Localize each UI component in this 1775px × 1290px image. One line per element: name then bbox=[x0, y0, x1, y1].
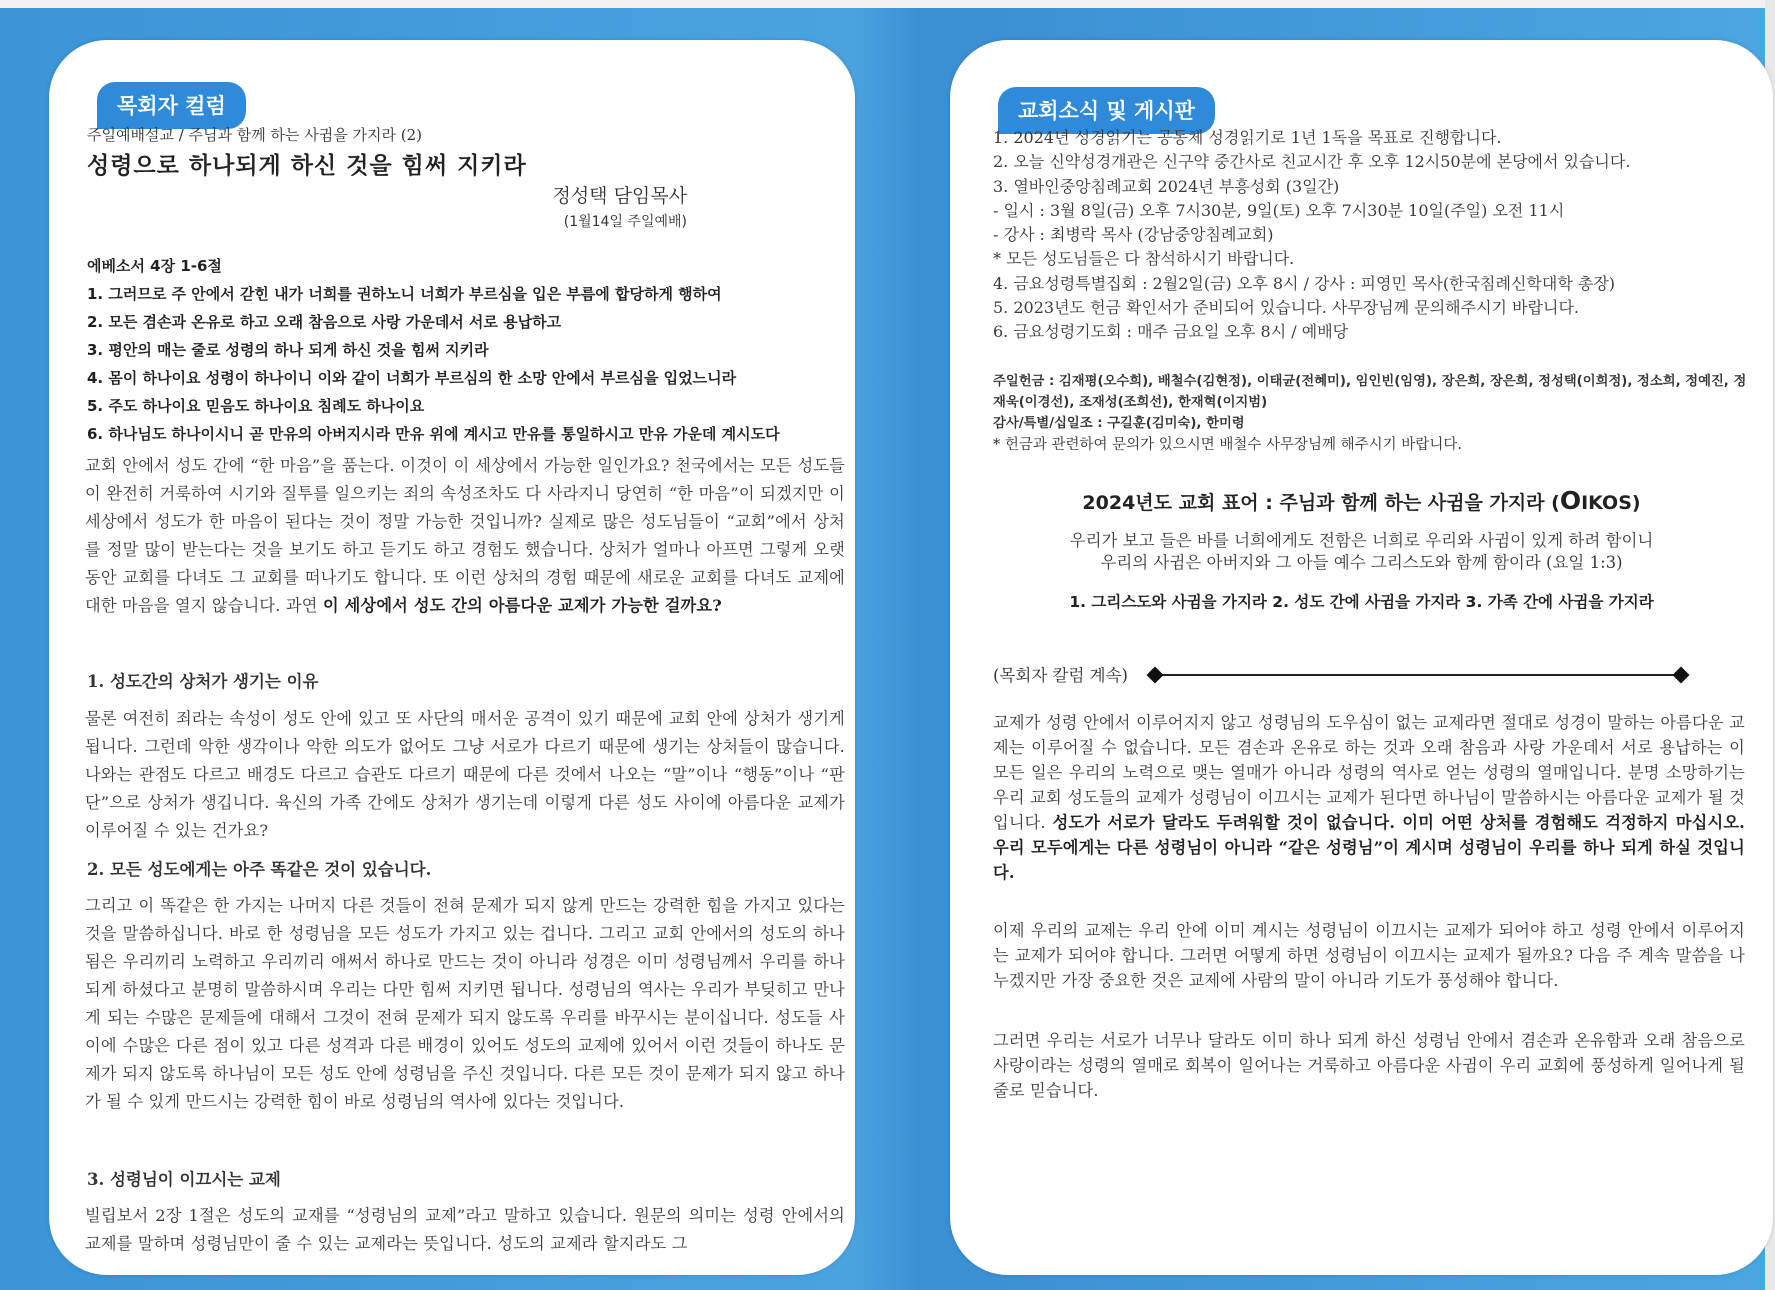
motto-title-o: O bbox=[1559, 486, 1582, 515]
verse-5: 5. 주도 하나이요 믿음도 하나이요 침례도 하나이요 bbox=[87, 397, 425, 415]
pastor-column-panel bbox=[49, 40, 855, 1275]
continued-paragraph-2: 이제 우리의 교제는 우리 안에 이미 계시는 성령님이 이끄시는 교제가 되어야 하고 성령 안에서 이루어지는 교제가 되어야 합니다. 그러면 어떻게 하면 성령님이 이끄시는 교제가 될까요? 다음 주 계속 말씀을 나누겠지만 가장 중요한 것은 교제에 사람의 말이 아니라 기도가 풍성해야 합니다. bbox=[993, 921, 1745, 990]
church-motto-title bbox=[950, 486, 1773, 515]
motto-points: 1. 그리스도와 사귐을 가지라 2. 성도 간에 사귐을 가지라 3. 가족 간에 사귐을 가지라 bbox=[1069, 593, 1654, 611]
motto-title-suffix: IKOS) bbox=[1581, 492, 1641, 514]
verse-3: 3. 평안의 매는 줄로 성령의 하나 되게 하신 것을 힘써 지키라 bbox=[87, 341, 489, 359]
news-item: * 모든 성도님들은 다 참석하시기 바랍니다. bbox=[993, 249, 1295, 269]
section-2-title: 2. 모든 성도에게는 아주 똑같은 것이 있습니다. bbox=[87, 860, 432, 879]
diamond-icon bbox=[1673, 667, 1690, 684]
news-item: 1. 2024년 성경읽기는 공동체 성경읽기로 1년 1독을 목표로 진행합니다. bbox=[993, 128, 1502, 147]
section-1-title: 1. 성도간의 상처가 생기는 이유 bbox=[87, 672, 319, 691]
verse-2: 2. 모든 겸손과 온유로 하고 오래 참음으로 사랑 가운데서 서로 용납하고 bbox=[87, 313, 562, 331]
news-list bbox=[993, 126, 1763, 345]
intro-text: 교회 안에서 성도 간에 “한 마음”을 품는다. 이것이 이 세상에서 가능한 일인가요? 천국에서는 모든 성도들이 완전히 거룩하여 시기와 질투를 일으키는 죄의 속성조차도 다 사라지니 당연히 “한 마음”이 되겠지만 이 세상에서 성도가 한 마음이 된다는 것이 정말 가능한 것입니까? 실제로 많은 성도님들이 “교회”에서 상처를 정말 많이 받는다는 것을 보기도 하고 듣기도 하고 경험도 했습니다. 상처가 얼마나 아프면 그렇게 오랫동안 교회를 다녀도 그 교회를 떠나기도 합니다. 또 이런 상처의 경험 때문에 새로운 교회를 다녀도 교제에 대한 마음을 열지 않습니다. 과연 bbox=[85, 456, 845, 615]
intro-paragraph bbox=[85, 452, 845, 620]
motto-verse-line-2: 우리의 사귐은 아버지와 그 아들 예수 그리스도와 함께 함이라 (요일 1:3) bbox=[1100, 553, 1623, 572]
section-3-text: 빌립보서 2장 1절은 성도의 교재를 “성령님의 교제”라고 말하고 있습니다. 원문의 의미는 성령 안에서의 교제를 말하며 성령님만이 줄 수 있는 교제라는 뜻입니다. 성도의 교제라 할지라도 그 bbox=[85, 1206, 845, 1253]
continued-bold-text: 성도가 서로가 달라도 두려워할 것이 없습니다. 이미 어떤 상처를 경험해도 걱정하지 마십시오. 우리 모두에게는 다른 성령님이 아니라 “같은 성령님”이 계시며 성령님이 우리를 하나 되게 하실 것입니다. bbox=[993, 813, 1746, 882]
continued-paragraph-1 bbox=[993, 710, 1745, 885]
offering-list bbox=[993, 371, 1753, 434]
motto-verse-line-1: 우리가 보고 들은 바를 너희에게도 전함은 너희로 우리와 사귐이 있게 하려 함이니 bbox=[1069, 531, 1654, 550]
divider-line bbox=[1152, 674, 1678, 676]
offering-sunday: 주일헌금 : 김재평(오수희), 배철수(김현정), 이태균(전혜미), 임인빈(임영), 장은희, 장은희, 정성택(이희정), 정소희, 정예진, 정재욱(이경선), 조재성(조희선), 한재혁(이지범) bbox=[993, 374, 1747, 410]
column-continued-label: (목회자 칼럼 계속) bbox=[993, 666, 1128, 685]
offering-thanks: 감사/특별/십일조 : 구길훈(김미숙), 한미령 bbox=[993, 416, 1245, 431]
pastor-column-tab: 목회자 컬럼 bbox=[97, 82, 246, 129]
verse-1: 1. 그러므로 주 안에서 갇힌 내가 너희를 권하노니 너희가 부르심을 입은 부름에 합당하게 행하여 bbox=[87, 285, 722, 303]
news-item: 5. 2023년도 헌금 확인서가 준비되어 있습니다. 사무장님께 문의해주시기 바랍니다. bbox=[993, 298, 1579, 318]
section-2-text: 그리고 이 똑같은 한 가지는 나머지 다른 것들이 전혀 문제가 되지 않게 만드는 강력한 힘을 가지고 있다는 것을 말씀하십니다. 바로 한 성령님을 모든 성도가 가지고 있는 겁니다. 그리고 교회 안에서의 성도의 하나 됨은 우리끼리 노력하고 우리끼리 애써서 하나로 만드는 것이 아니라 성경은 이미 성령님께서 우리를 하나 되게 하셨다고 분명히 말씀하시며 우리는 다만 힘써 지키면 됩니다. 성령님의 역사는 우리가 부딪히고 만나게 되는 수많은 문제들에 대해서 그것이 전혀 문제가 되지 않도록 우리를 바꾸시는 분이십니다. 성도들 사이에 수많은 다른 점이 있고 다른 성격과 다른 배경이 있어도 성도의 교제에 있어서 이런 것들이 하나도 문제가 되지 않도록 하나님이 모든 성도 안에 성령님을 주신 것입니다. 다른 모든 것이 문제가 되지 않고 하나가 될 수 있게 만드시는 강력한 힘이 바로 성령님의 역사에 있다는 것입니다. bbox=[85, 896, 845, 1111]
news-item: 6. 금요성령기도회 : 매주 금요일 오후 8시 / 예배당 bbox=[993, 322, 1349, 342]
pastor-name: 정성택 담임목사 bbox=[552, 185, 687, 207]
section-1-text: 물론 여전히 죄라는 속성이 성도 안에 있고 또 사단의 매서운 공격이 있기 때문에 교회 안에 상처가 생기게 됩니다. 그런데 악한 생각이나 악한 의도가 없어도 그냥 서로가 다르기 때문에 생기는 상처들이 많습니다. 나와는 관점도 다르고 배경도 다르고 습관도 다르기 때문에 다른 것에서 나오는 “말”이나 “행동”이나 “판단”으로 상처가 생깁니다. 육신의 가족 간에도 상처가 생기는데 이렇게 다른 성도 사이에 아름다운 교제가 이루어질 수 있는 건가요? bbox=[85, 709, 845, 840]
news-item: - 강사 : 최병락 목사 (강남중앙침례교회) bbox=[993, 225, 1274, 245]
news-item: 2. 오늘 신약성경개관은 신구약 중간사로 친교시간 후 오후 12시50분에 본당에서 있습니다. bbox=[993, 152, 1631, 172]
news-item: 3. 열바인중앙침례교회 2024년 부흥성회 (3일간) bbox=[993, 176, 1340, 196]
news-item: - 일시 : 3월 8일(금) 오후 7시30분, 9일(토) 오후 7시30분 10일(주일) 오전 11시 bbox=[993, 200, 1565, 220]
church-news-tab: 교회소식 및 게시판 bbox=[998, 87, 1215, 134]
news-item: 4. 금요성령특별집회 : 2월2일(금) 오후 8시 / 강사 : 피영민 목사(한국침례신학대학 총장) bbox=[993, 273, 1616, 293]
continued-paragraph-3: 그러면 우리는 서로가 너무나 달라도 이미 하나 되게 하신 성령님 안에서 겸손과 온유함과 오래 참음으로 사랑이라는 성령의 열매로 회복이 일어나는 거룩하고 아름다운 사귐이 우리 교회에 풍성하게 일어나게 될 줄로 믿습니다. bbox=[993, 1031, 1745, 1100]
motto-title-prefix: 2024년도 교회 표어 : 주님과 함께 하는 사귐을 가지라 ( bbox=[1082, 492, 1560, 514]
motto-verse bbox=[950, 530, 1773, 574]
sermon-date: (1월14일 주일예배) bbox=[563, 214, 687, 230]
verse-6: 6. 하나님도 하나이시니 곧 만유의 아버지시라 만유 위에 계시고 만유를 통일하시고 만유 가운데 계시도다 bbox=[87, 425, 780, 443]
sermon-series: 주일예배설교 / 주님과 함께 하는 사귐을 가지라 (2) bbox=[87, 126, 422, 144]
church-news-panel bbox=[950, 40, 1773, 1275]
diamond-icon bbox=[1147, 667, 1164, 684]
top-edge bbox=[0, 0, 1775, 8]
scripture-reference: 에베소서 4장 1-6절 bbox=[87, 257, 222, 275]
section-3-title: 3. 성령님이 이끄시는 교제 bbox=[87, 1170, 281, 1189]
verse-4: 4. 몸이 하나이요 성령이 하나이니 이와 같이 너희가 부르심의 한 소망 안에서 부르심을 입었느니라 bbox=[87, 369, 737, 387]
offering-note: * 헌금과 관련하여 문의가 있으시면 배철수 사무장님께 해주시기 바랍니다. bbox=[993, 437, 1462, 453]
intro-bold-question: 이 세상에서 성도 간의 아름다운 교제가 가능한 걸까요? bbox=[322, 596, 722, 615]
continued-text-1: 교제가 성령 안에서 이루어지지 않고 성령님의 도우심이 없는 교제라면 절대로 성경이 말하는 아름다운 교제는 이루어질 수 없습니다. 모든 겸손과 온유로 하는 것과 오래 참음과 사랑 가운데서 서로 용납하는 이 모든 일은 우리의 노력으로 맺는 열매가 아니라 성령의 역사로 얻는 성령의 열매입니다. 분명 소망하기는 우리 교회 성도들의 교제가 성령님이 이끄시는 교제가 된다면 하나님이 말씀하시는 아름다운 교제가 될 것입니다. bbox=[993, 713, 1745, 832]
sermon-title: 성령으로 하나되게 하신 것을 힘써 지키라 bbox=[87, 152, 527, 179]
